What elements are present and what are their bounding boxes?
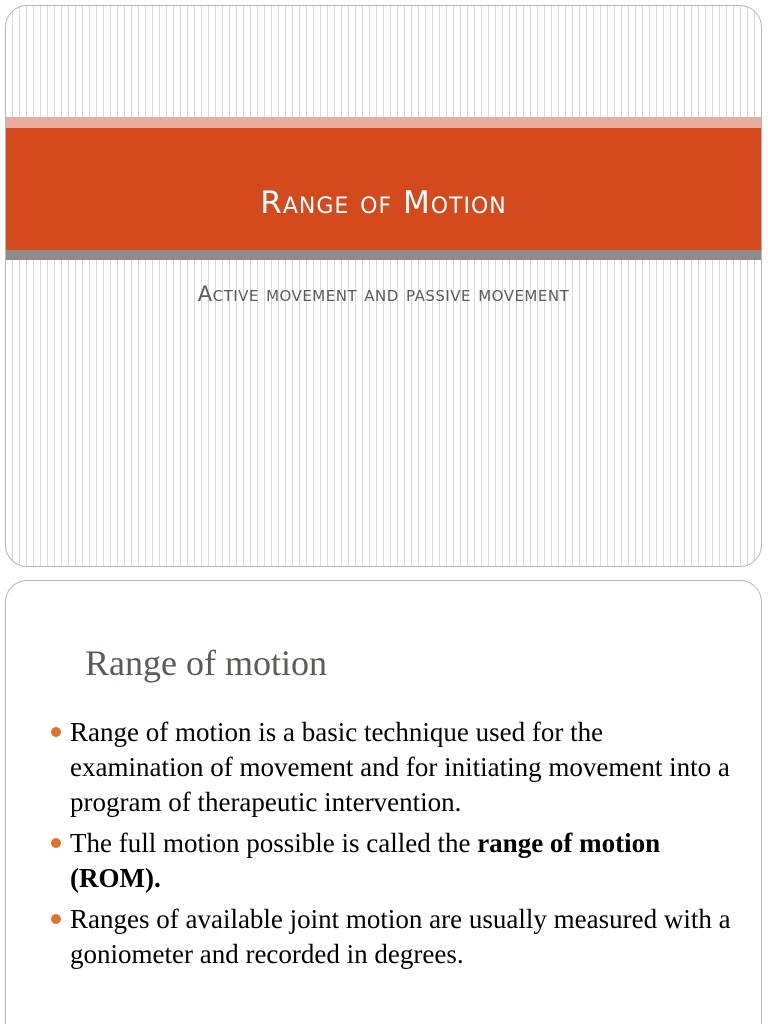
bullet-item — [46, 715, 736, 820]
title-band-bottom-stripe — [6, 250, 761, 260]
slide-title: Range of Motion — [260, 185, 507, 221]
bullet-text: The full motion possible is called the — [70, 828, 478, 858]
bullet-dot-icon — [51, 838, 61, 848]
bullet-item — [46, 902, 736, 972]
bullet-text: Ranges of available joint motion are usually measured with a goniometer and recorded in degrees. — [70, 904, 731, 969]
title-slide — [5, 5, 762, 567]
bullet-bold-term: range of motion (ROM). — [70, 828, 661, 893]
bullet-dot-icon — [51, 914, 61, 924]
content-slide-heading: Range of motion — [85, 643, 327, 683]
title-band-top-stripe — [6, 117, 761, 128]
bullet-item — [46, 826, 736, 896]
bullet-text: Range of motion is a basic technique used for the examination of movement and for initiating movement into a program of therapeutic intervention. — [70, 717, 730, 817]
bullet-dot-icon — [51, 727, 61, 737]
bullet-list — [46, 715, 736, 978]
content-slide — [5, 580, 762, 1024]
slide-subtitle: Active movement and passive movement — [197, 282, 570, 306]
